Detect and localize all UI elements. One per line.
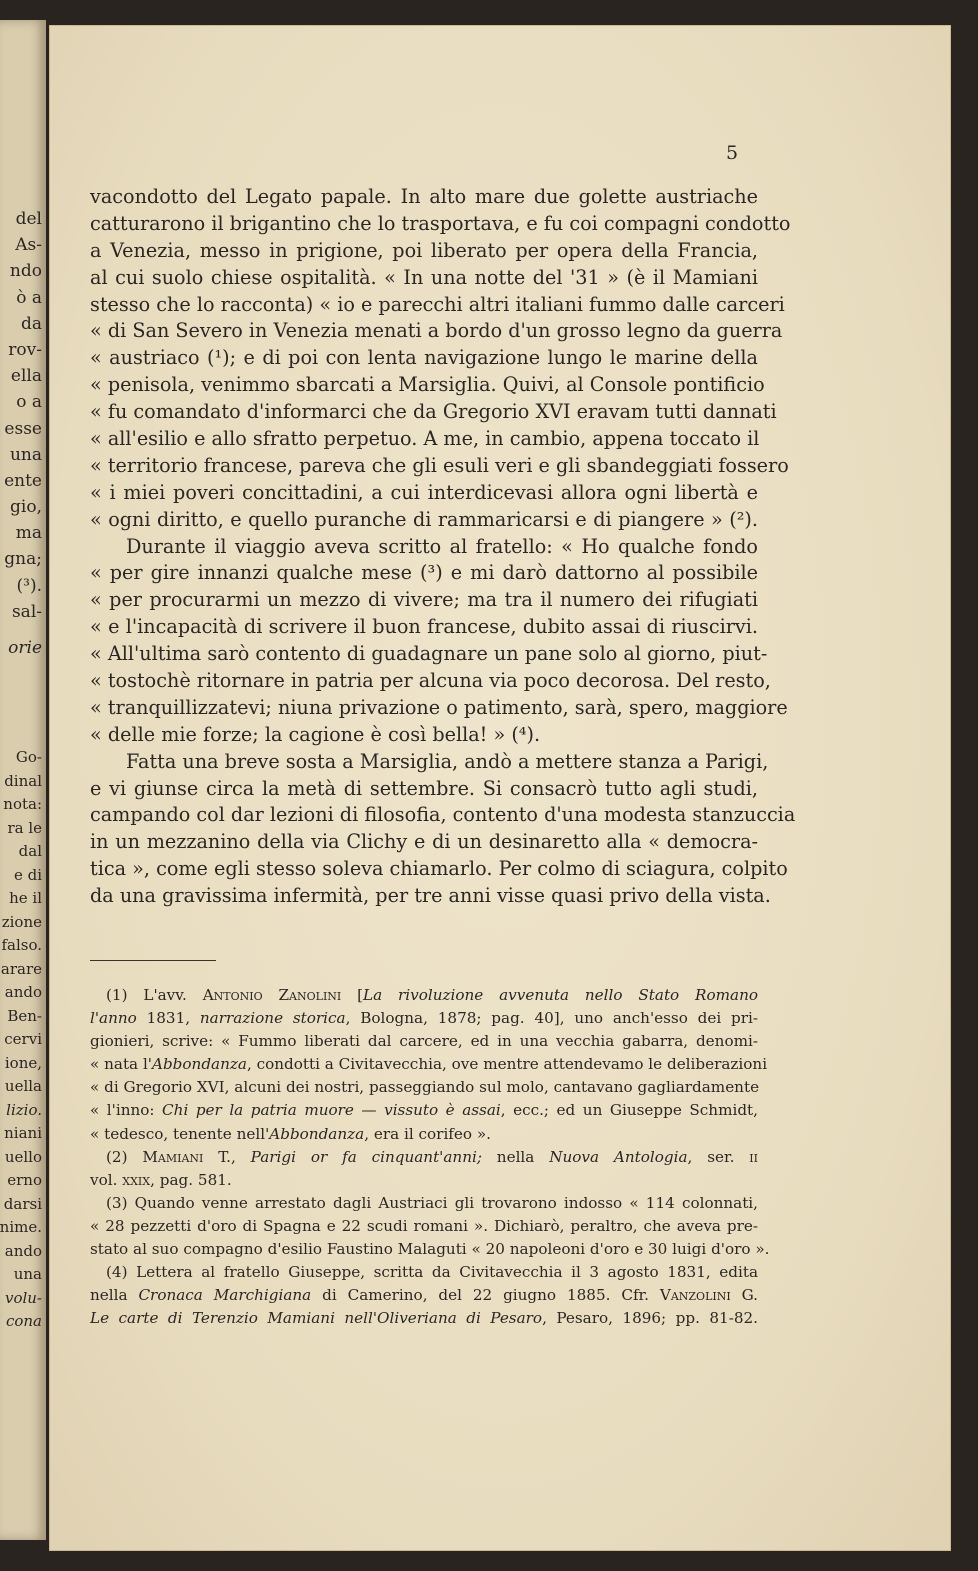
- text-line: « territorio francese, pareva che gli esuli veri e gli sbandeggiati fossero: [90, 453, 789, 477]
- book-page: [50, 26, 950, 1550]
- footnote-4-line: (4) Lettera al fratello Giuseppe, scritta da Civitavecchia il 3 agosto 1831, edita: [106, 1263, 758, 1282]
- text-line: Durante il viaggio aveva scritto al fratello: « Ho qualche fondo: [126, 534, 758, 558]
- text-line: campando col dar lezioni di filosofia, contento d'una modesta stanzuccia: [90, 803, 796, 827]
- text-line: tica », come egli stesso soleva chiamarlo. Per colmo di sciagura, colpito: [90, 857, 788, 881]
- text-line: da una gravissima infermità, per tre anni visse quasi privo della vista.: [90, 884, 771, 908]
- text-line: « all'esilio e allo sfratto perpetuo. A me, in cambio, appena toccato il: [90, 427, 760, 451]
- facing-page-top-fragments: del As- ndo ò a da rov- ella o a esse una ente gio, ma gna; (³). sal- orie: [4, 206, 42, 661]
- text-line: catturarono il brigantino che lo trasportava, e fu coi compagni condotto: [90, 211, 791, 235]
- footnote-rule: [90, 960, 216, 961]
- text-line: e vi giunse circa la metà di settembre. Si consacrò tutto agli studi,: [90, 776, 758, 800]
- footnote-1-line: l'anno 1831, narrazione storica, Bologna, 1878; pag. 40], uno anch'esso dei pri-: [90, 1009, 759, 1028]
- text-line: « per gire innanzi qualche mese (³) e mi darò dattorno al possibile: [90, 561, 758, 585]
- body-text: [90, 184, 796, 910]
- footnote-1-line: « tedesco, tenente nell'Abbondanza, era il corifeo ».: [90, 1124, 491, 1143]
- text-line: « di San Severo in Venezia menati a bordo d'un grosso legno da guerra: [90, 319, 783, 343]
- text-line: « austriaco (¹); e di poi con lenta navigazione lungo le marine della: [90, 346, 758, 370]
- text-line: « tostochè ritornare in patria per alcuna via poco decorosa. Del resto,: [90, 669, 771, 693]
- footnote-3-line: « 28 pezzetti d'oro di Spagna e 22 scudi romani ». Dichiarò, peraltro, che aveva pre-: [90, 1216, 758, 1235]
- text-line: « All'ultima sarò contento di guadagnare un pane solo al giorno, piut-: [90, 642, 768, 666]
- footnote-1-line: « di Gregorio XVI, alcuni dei nostri, passeggiando sul molo, cantavano gagliardamente: [90, 1078, 760, 1097]
- text-line: « tranquillizzatevi; niuna privazione o patimento, sarà, spero, maggiore: [90, 695, 788, 719]
- footnote-1-line: « l'inno: Chi per la patria muore — vissuto è assai, ecc.; ed un Giuseppe Schmidt,: [90, 1101, 758, 1120]
- footnote-2-line: vol. xxix, pag. 581.: [90, 1170, 232, 1189]
- text-line: Fatta una breve sosta a Marsiglia, andò a mettere stanza a Parigi,: [126, 749, 769, 773]
- text-line: « fu comandato d'informarci che da Gregorio XVI eravam tutti dannati: [90, 400, 777, 424]
- footnote-1-line: (1) L'avv. Antonio Zanolini [La rivoluzione avvenuta nello Stato Romano: [106, 986, 758, 1004]
- text-line: a Venezia, messo in prigione, poi liberato per opera della Francia,: [90, 238, 758, 262]
- text-line: « i miei poveri concittadini, a cui interdicevasi allora ogni libertà e: [90, 480, 758, 504]
- footnote-3-line: (3) Quando venne arrestato dagli Austriaci gli trovarono indosso « 114 colonnati,: [106, 1193, 758, 1212]
- footnote-1-line: gionieri, scrive: « Fummo liberati dal carcere, ed in una vecchia gabarra, denomi-: [90, 1032, 758, 1051]
- text-line: « ogni diritto, e quello puranche di rammaricarsi e di piangere » (²).: [90, 507, 758, 531]
- footnote-2-line: (2) Mamiani T., Parigi or fa cinquant'anni; nella Nuova Antologia, ser. ii: [106, 1147, 758, 1166]
- text-line: « e l'incapacità di scrivere il buon francese, dubito assai di riuscirvi.: [90, 615, 758, 639]
- text-line: « penisola, venimmo sbarcati a Marsiglia. Quivi, al Console pontificio: [90, 373, 765, 397]
- text-line: in un mezzanino della via Clichy e di un desinaretto alla « democra-: [90, 830, 758, 854]
- footnotes: [90, 984, 770, 1330]
- text-line: vacondotto del Legato papale. In alto mare due golette austriache: [90, 185, 758, 208]
- text-line: stesso che lo racconta) « io e parecchi altri italiani fummo dalle carceri: [90, 292, 785, 316]
- facing-page-edge: [0, 20, 46, 1540]
- footnote-4-line: Le carte di Terenzio Mamiani nell'Oliveriana di Pesaro, Pesaro, 1896; pp. 81-82.: [90, 1309, 758, 1328]
- page-number: 5: [726, 142, 739, 164]
- text-line: « per procurarmi un mezzo di vivere; ma tra il numero dei rifugiati: [90, 588, 758, 612]
- facing-page-middle-fragment: orie: [8, 638, 42, 658]
- text-line: al cui suolo chiese ospitalità. « In una notte del '31 » (è il Mamiani: [90, 265, 758, 289]
- footnote-3-line: stato al suo compagno d'esilio Faustino Malaguti « 20 napoleoni d'oro e 30 luigi d'oro ».: [90, 1240, 770, 1259]
- facing-page-bottom-fragments: Go- dinal nota: ra le dal e di he il zione falso. arare ando Ben- cervi ione, uella lizio. niani uello erno darsi nime. ando una volu- cona: [0, 748, 42, 1330]
- footnote-1-line: « nata l'Abbondanza, condotti a Civitavecchia, ove mentre attendevamo le deliberazioni: [90, 1055, 768, 1074]
- text-line: « delle mie forze; la cagione è così bella! » (⁴).: [90, 722, 541, 746]
- footnote-4-line: nella Cronaca Marchigiana di Camerino, del 22 giugno 1885. Cfr. Vanzolini G.: [90, 1286, 759, 1305]
